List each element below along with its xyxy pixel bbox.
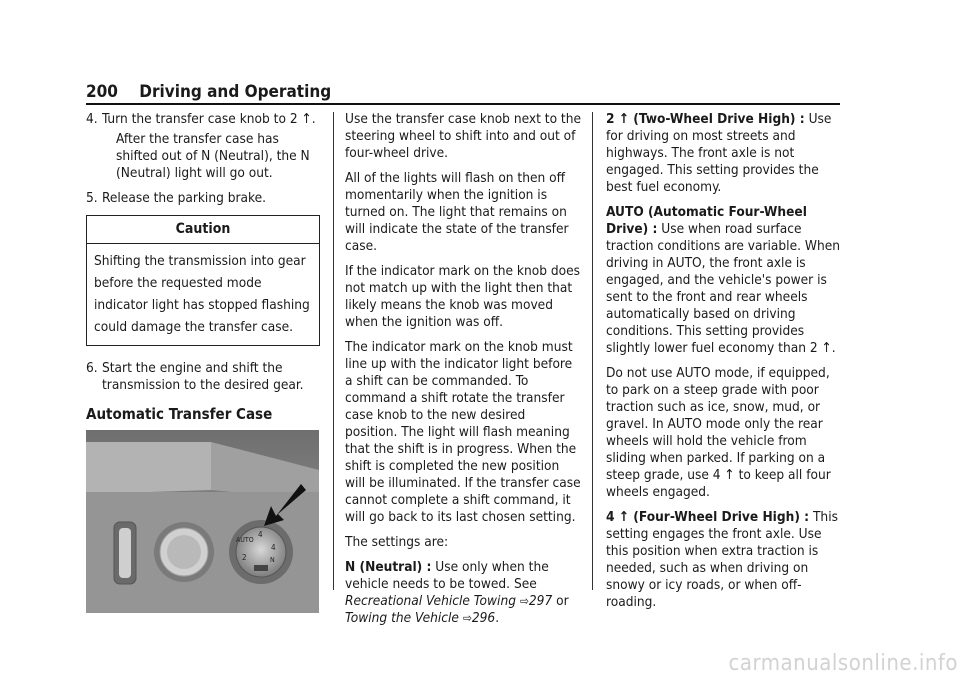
column-1 — [86, 111, 320, 613]
up-arrow-icon: ↑ — [618, 111, 630, 127]
page-ref-arrow-icon: ⇨ — [519, 594, 529, 608]
transfer-case-knob-photo — [86, 430, 319, 613]
knob-label-4-top: 4 — [258, 530, 263, 539]
column-2 — [345, 111, 581, 635]
knob-label-4-right: 4 — [271, 543, 276, 552]
section-title: Driving and Operating — [139, 82, 332, 102]
up-arrow-icon: ↑ — [724, 467, 735, 483]
setting-four-wheel-high: 4 ↑ (Four-Wheel Drive High) : This setting engages the front axle. Use this position when extra traction is needed, such as when driving on snowy or icy roads, or when off-roading. — [606, 509, 838, 610]
step-4: 4. Turn the transfer case knob to 2 ↑. — [86, 111, 316, 127]
watermark: carmanualsonline.info — [728, 651, 958, 676]
ref-recreational-vehicle-towing[interactable]: Recreational Vehicle Towing ⇨297 — [345, 593, 553, 609]
knob-label-auto: AUTO — [236, 536, 254, 544]
caution-box — [86, 215, 320, 346]
setting-neutral: N (Neutral) : Use only when the vehicle needs to be towed. See Recreational Vehicle Towing ⇨297 or Towing the Vehicle ⇨296. — [345, 559, 569, 626]
caution-title: Caution — [87, 216, 319, 244]
knob-label-2: 2 — [242, 553, 247, 562]
paragraph-knob-location: Use the transfer case knob next to the steering wheel to shift into and out of four-wheel drive. — [345, 111, 582, 161]
setting-auto: AUTO (Automatic Four-Wheel Drive) : Use when road surface traction conditions are variable. When driving in AUTO, the front axle is engaged, and the vehicle's power is sent to the front and rear wheels automatically based on driving conditions. This setting provides slightly lower fuel economy than 2 ↑. — [606, 204, 841, 356]
paragraph-settings-intro: The settings are: — [345, 534, 449, 550]
knob-illustration — [86, 430, 319, 613]
up-arrow-icon: ↑ — [301, 111, 312, 127]
page-number: 200 — [86, 82, 118, 102]
column-divider-left — [333, 112, 334, 590]
paragraph-auto-parking: Do not use AUTO mode, if equipped, to park on a steep grade with poor traction such as ice, snow, mud, or gravel. In AUTO mode only the rear wheels will hold the vehicle from sliding when parked. If parking on a steep grade, use 4 ↑ to keep all four wheels engaged. — [606, 365, 831, 500]
step-4-note: After the transfer case has shifted out of N (Neutral), the N (Neutral) light will go out. — [116, 131, 310, 181]
paragraph-shift-command: The indicator mark on the knob must line up with the indicator light before a shift can be commanded. To command a shift rotate the transfer case knob to the new desired position. The light will flash meaning that the shift is in progress. When the shift is completed the new position will be illuminated. If the transfer case cannot complete a shift command, it will go back to its last chosen setting. — [345, 339, 581, 525]
step-5: 5. Release the parking brake. — [86, 190, 267, 206]
page-ref-arrow-icon: ⇨ — [462, 611, 472, 625]
step-6: 6. Start the engine and shift the transmission to the desired gear. — [86, 360, 304, 393]
up-arrow-icon: ↑ — [821, 340, 832, 356]
ref-towing-the-vehicle[interactable]: Towing the Vehicle ⇨296 — [345, 610, 496, 626]
paragraph-lights-flash: All of the lights will flash on then off momentarily when the ignition is turned on. The light that remains on will indicate the state of the transfer case. — [345, 170, 569, 254]
page-header — [86, 82, 331, 102]
up-arrow-icon: ↑ — [618, 509, 630, 525]
knob-label-n: N — [270, 556, 275, 564]
column-divider-right — [592, 112, 593, 590]
neutral-term: N (Neutral) : — [345, 559, 432, 575]
header-rule — [86, 103, 840, 105]
caution-text: Shifting the transmission into gear before the requested mode indicator light has stopped flashing could damage the transfer case. — [94, 253, 310, 335]
column-3 — [606, 111, 842, 619]
setting-two-wheel-high: 2 ↑ (Two-Wheel Drive High) : Use for driving on most streets and highways. The front axle is not engaged. This setting provides the best fuel economy. — [606, 111, 832, 195]
subheading: Automatic Transfer Case — [86, 405, 273, 423]
paragraph-indicator-mismatch: If the indicator mark on the knob does not match up with the light then that likely means the knob was moved when the ignition was off. — [345, 263, 581, 330]
